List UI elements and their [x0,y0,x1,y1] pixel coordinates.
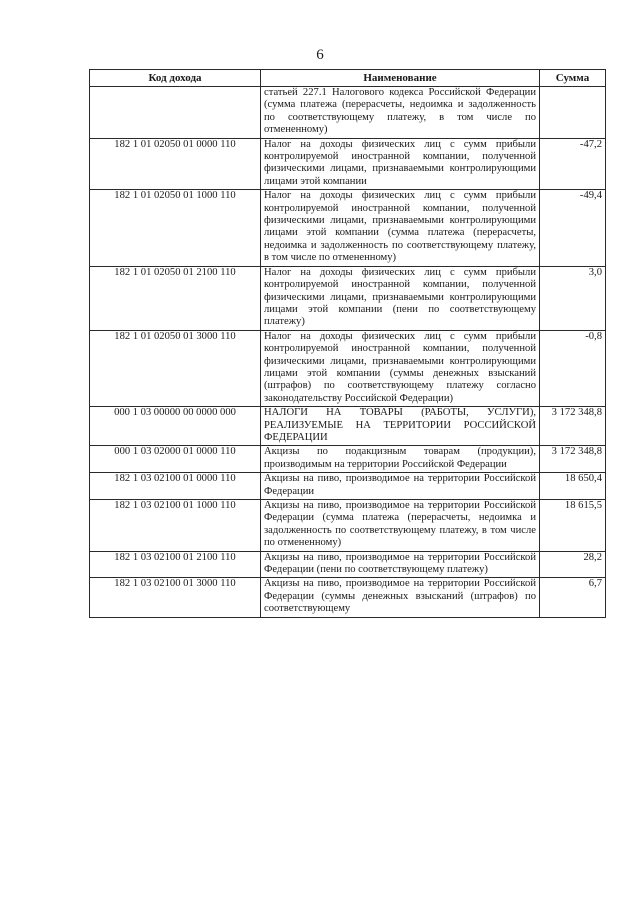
income-code: 000 1 03 00000 00 0000 000 [90,407,261,446]
table-row [90,446,606,473]
header-name: Наименование [261,70,540,87]
income-name: НАЛОГИ НА ТОВАРЫ (РАБОТЫ, УСЛУГИ), РЕАЛИЗУЕМЫЕ НА ТЕРРИТОРИИ РОССИЙСКОЙ ФЕДЕРАЦИИ [261,407,540,446]
income-name: Налог на доходы физических лиц с сумм прибыли контролируемой иностранной компании, полученной физическими лицами, признаваемыми контролирующими лицами этой компании (сумма платежа (перерасчеты, недоимка и задолженность по соответствующему платежу, в том числе по отмененному) [261,190,540,266]
income-sum: 6,7 [540,578,606,617]
income-code: 182 1 03 02100 01 0000 110 [90,473,261,500]
income-name: Налог на доходы физических лиц с сумм прибыли контролируемой иностранной компании, полученной физическими лицами, признаваемыми контролирующими лицами этой компании [261,138,540,190]
income-code [90,87,261,139]
income-code: 182 1 03 02100 01 3000 110 [90,578,261,617]
income-sum: 3 172 348,8 [540,446,606,473]
income-sum: -0,8 [540,330,606,406]
header-sum: Сумма [540,70,606,87]
header-income-code: Код дохода [90,70,261,87]
income-code: 182 1 01 02050 01 0000 110 [90,138,261,190]
income-name: Налог на доходы физических лиц с сумм прибыли контролируемой иностранной компании, полученной физическими лицами, признаваемыми контролирующими лицами этой компании (пени по соответствующему платежу) [261,266,540,330]
income-sum: 28,2 [540,551,606,578]
income-name: Акцизы на пиво, производимое на территории Российской Федерации (суммы денежных взысканий (штрафов) по соответствующему [261,578,540,617]
table-row [90,500,606,552]
table-row [90,551,606,578]
income-name: Акцизы по подакцизным товарам (продукции), производимым на территории Российской Федерации [261,446,540,473]
table-row [90,330,606,406]
table-row [90,266,606,330]
table-row [90,578,606,617]
income-code: 182 1 01 02050 01 3000 110 [90,330,261,406]
income-code: 182 1 01 02050 01 1000 110 [90,190,261,266]
income-name: Акцизы на пиво, производимое на территории Российской Федерации [261,473,540,500]
income-sum: -47,2 [540,138,606,190]
income-name: Акцизы на пиво, производимое на территории Российской Федерации (пени по соответствующему платежу) [261,551,540,578]
income-sum: 3 172 348,8 [540,407,606,446]
income-sum [540,87,606,139]
income-code: 182 1 03 02100 01 1000 110 [90,500,261,552]
table-row [90,407,606,446]
revenue-table [89,69,606,618]
income-code: 000 1 03 02000 01 0000 110 [90,446,261,473]
income-code: 182 1 01 02050 01 2100 110 [90,266,261,330]
table-row [90,190,606,266]
income-name: Налог на доходы физических лиц с сумм прибыли контролируемой иностранной компании, полученной физическими лицами, признаваемыми контролирующими лицами этой компании (суммы денежных взысканий (штрафов) по соответствующему платежу согласно законодательству Российской Федерации) [261,330,540,406]
income-name: статьей 227.1 Налогового кодекса Российской Федерации (сумма платежа (перерасчеты, недоимка и задолженность по соответствующему платежу, в том числе по отмененному) [261,87,540,139]
page-number: 6 [316,47,324,63]
table-row [90,138,606,190]
income-code: 182 1 03 02100 01 2100 110 [90,551,261,578]
table-row [90,87,606,139]
income-name: Акцизы на пиво, производимое на территории Российской Федерации (сумма платежа (перерасчеты, недоимка и задолженность по соответствующему платежу, в том числе по отмененному) [261,500,540,552]
income-sum: 3,0 [540,266,606,330]
income-sum: 18 650,4 [540,473,606,500]
income-sum: -49,4 [540,190,606,266]
table-row [90,473,606,500]
income-sum: 18 615,5 [540,500,606,552]
table-header-row [90,70,606,87]
